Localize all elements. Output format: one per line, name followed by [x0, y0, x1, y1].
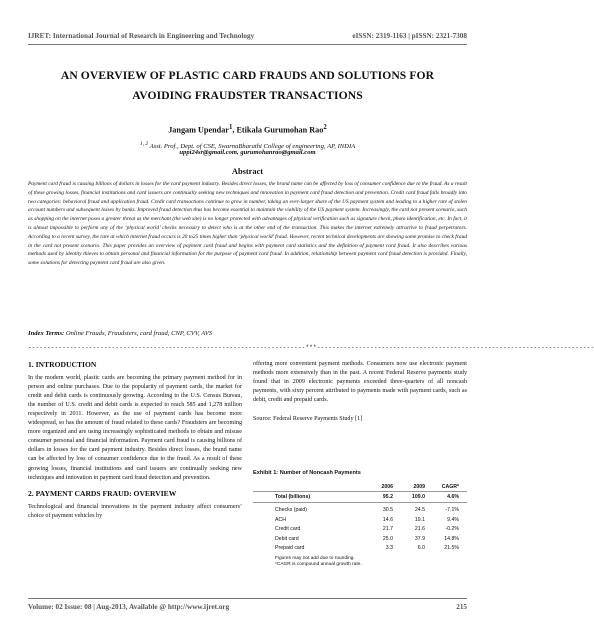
exhibit-note-cagr: *CAGR is compound annual growth rate.: [275, 561, 362, 567]
table-cell: 109.0: [412, 494, 425, 501]
index-terms: [28, 330, 467, 337]
author-emails: uppi24sr@gmail.com, gurumohanrao@gmail.com: [179, 149, 316, 156]
exhibit-notes: [253, 556, 467, 568]
author-1: Jangam Upendar: [168, 125, 229, 135]
author-2: Etikala Gurumohan Rao: [236, 125, 324, 135]
exhibit-col-cagr: CAGR*: [441, 483, 459, 490]
page-footer: [28, 603, 467, 611]
affiliation-text: Asst. Prof., Dept. of CSE, SwarnaBharathi College of engineering, AP, INDIA: [148, 143, 356, 151]
table-cell: 37.9: [414, 535, 425, 542]
table-cell: 30.5: [382, 507, 393, 514]
page-number: 215: [456, 603, 467, 611]
author-sep: ,: [232, 125, 237, 135]
table-row: [253, 534, 467, 543]
exhibit-header-row: [253, 482, 467, 492]
table-cell: -0.2%: [445, 526, 459, 533]
abstract-text: Payment card fraud is causing billions of dollars in losses for the card payment industry. Besides direct losses, the brand name can be affected by loss of consumer confidence due to the fraud. As a result of these growing losses, financial institutions and card issuers are continually seeking new techniques and innovation in payment card fraud detection and prevention. Credit card fraud falls broadly into two categories: behavioral fraud and application fraud. Credit card transactions continue to grow in number, taking an ever-larger share of the US payment system and leading to a higher rate of stolen account numbers and subsequent losses by banks. Improved fraud detection thus has become essential to maintain the viability of the US payment system. Increasingly, the card not present scenario, such as shopping on the internet poses a greater threat as the merchant (the web site) is no longer protected with advantages of physical verification such as signature check, photo identification, etc. In fact, it is almost impossible to perform any of the ‘physical world’ checks necessary to detect who is at the other end of the transaction. This makes the internet extremely attractive to fraud perpetrators. According to a recent survey, the rate at which internet fraud occurs is 20 to25 times higher than ‘physical world’ fraud. However, recent technical developments are showing some promise to check fraud in the card not present scenario. This paper provides an overview of payment card fraud and begins with payment card statistics and the definition of payment card fraud. It also describes various methods used by identity thieves to obtain personal and financial information for the purpose of payment card fraud. In addition, relationship between payment card fraud detection is provided. Finally, some solutions for detecting payment card fraud are also given.: [28, 181, 467, 267]
intro-paragraph: In the modern world, plastic cards are becoming the primary payment method for in person and online purchases. Due to the popularity of payment cards, the market for credit and debit cards is continuously growing. According to the U.S. Census Bureau, the number of U.S. credit and debit cards is expected to reach 585 and 1,278 million respectively in 2011. However, as the use of payment cards has become more widespread, so has the amount of fraud related to these cards? Fraudsters are becoming more organized and are using increasingly sophisticated methods to obtain and misuse consumer personal and financial information. Payment card fraud is causing billions of dollars in losses for the card payment industry. Besides direct losses, the brand name can be affected by loss of consumer confidence due to the fraud. As a result of these growing losses, financial institutions and card issuers are continually seeking new techniques and innovation in payment card fraud detection and prevention.: [28, 375, 242, 481]
exhibit-note-rounding: Figures may not add due to rounding.: [275, 555, 355, 561]
paper-title: [20, 66, 475, 106]
table-cell: 14.6: [382, 516, 393, 523]
table-cell: 95.2: [382, 494, 393, 501]
table-cell: 14.8%: [444, 535, 459, 542]
table-row: [253, 525, 467, 534]
table-cell: Credit card: [275, 526, 301, 533]
exhibit-col-2006: 2006: [381, 483, 393, 490]
table-cell: 25.0: [382, 535, 393, 542]
section-separator: -------------------------------------------------------------------------***-------------------------------------------------------------------------: [28, 344, 594, 351]
table-row: [253, 515, 467, 524]
index-terms-label: Index Terms:: [28, 330, 65, 337]
section2-heading: 2. PAYMENT CARDS FRAUD: OVERVIEW: [28, 488, 177, 498]
footer-rule: [28, 598, 467, 599]
table-cell: Prepaid card: [275, 545, 305, 552]
abstract-heading: Abstract: [231, 167, 264, 176]
title-line-2: AVOIDING FRAUDSTER TRANSACTIONS: [132, 89, 363, 102]
footer-volume-info: Volume: 02 Issue: 08 | Aug-2013, Available @ http://www.ijret.org: [28, 603, 230, 611]
table-row: [253, 543, 467, 552]
header-rule: [28, 44, 467, 45]
right-column: [253, 360, 467, 424]
author-list: [20, 124, 475, 135]
right-paragraph: offering more convenient payment methods. Consumers now use electronic payment methods more extensively than in the past. A recent Federal Reserve payments study found that in 2009 electronic payments exceeded three-quarters of all noncash payments, with sixty percent attributed to payments made with payment cards, such as debit, credit and prepaid cards.: [253, 361, 467, 404]
issn-info: eISSN: 2319-1163 | pISSN: 2321-7308: [352, 32, 467, 40]
intro-heading: 1. INTRODUCTION: [28, 360, 97, 369]
table-cell: Total (billions): [275, 494, 311, 501]
exhibit-table: [253, 470, 467, 568]
table-cell: 3.3: [385, 545, 393, 552]
table-cell: 9.4%: [447, 516, 459, 523]
source-caption: Source: Federal Reserve Payments Study [1]: [253, 416, 363, 423]
author-2-sup: 2: [323, 124, 327, 131]
table-cell: 21.6: [414, 526, 425, 533]
section2-paragraph: Technological and financial innovations in the payment industry affect consumers’ choice of payment vehicles by: [28, 503, 242, 519]
table-cell: -7.1%: [445, 507, 459, 514]
table-cell: 19.1: [414, 516, 425, 523]
table-cell: ACH: [275, 516, 286, 523]
journal-header: [28, 32, 467, 40]
exhibit-title: Exhibit 1: Number of Noncash Payments: [253, 470, 361, 476]
table-cell: 24.5: [414, 507, 425, 514]
index-terms-text: Online Frauds, Fraudsters, card fraud, CNP, CVV, AVS: [64, 330, 213, 337]
title-line-1: AN OVERVIEW OF PLASTIC CARD FRAUDS AND SOLUTIONS FOR: [60, 69, 435, 82]
table-cell: 21.5%: [444, 545, 459, 552]
table-cell: 6.0: [417, 545, 425, 552]
affiliation-sup: 1, 2: [139, 141, 149, 147]
exhibit-total-row: [253, 492, 467, 502]
table-cell: Checks (paid): [275, 507, 308, 514]
table-cell: Debit card: [275, 535, 299, 542]
table-cell: 4.6%: [447, 494, 459, 501]
table-cell: 21.7: [382, 526, 393, 533]
exhibit-col-2009: 2009: [413, 483, 425, 490]
author-1-sup: 1: [228, 124, 233, 131]
left-column: [28, 360, 242, 521]
table-row: [253, 506, 467, 515]
journal-name: IJRET: International Journal of Research in Engineering and Technology: [28, 32, 255, 40]
